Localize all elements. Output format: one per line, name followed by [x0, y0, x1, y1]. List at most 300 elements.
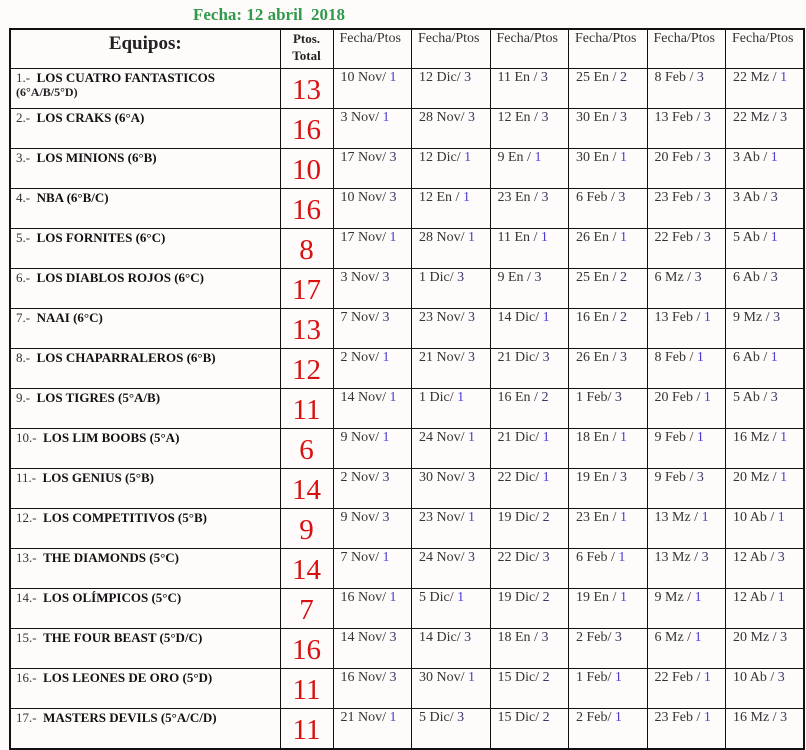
match-points: 3 — [777, 670, 785, 685]
match-date: 8 Feb / — [654, 70, 694, 85]
team-number: 10.- — [16, 430, 37, 445]
match-points: 1 — [619, 150, 627, 165]
match-date: 5 Ab / — [733, 390, 768, 405]
match-points: 1 — [614, 710, 622, 725]
team-name: LOS MINIONS (6°B) — [36, 150, 157, 165]
match-cell — [647, 189, 726, 229]
match-header: Fecha/Ptos — [412, 29, 491, 69]
match-cell — [490, 589, 569, 629]
match-points: 3 — [382, 310, 390, 325]
match-date: 22 Mz / — [733, 70, 777, 85]
match-cell — [490, 429, 569, 469]
team-name-cell — [10, 629, 280, 669]
match-date: 18 En / — [497, 630, 538, 645]
match-cell — [412, 269, 491, 309]
total-points: 13 — [280, 69, 333, 109]
match-points: 3 — [541, 630, 549, 645]
match-points: 3 — [382, 510, 390, 525]
match-points: 1 — [696, 350, 704, 365]
match-date: 11 En / — [497, 70, 538, 85]
team-name-cell — [10, 149, 280, 189]
match-date: 9 En / — [497, 150, 531, 165]
match-points: 3 — [382, 470, 390, 485]
match-cell — [333, 669, 412, 709]
team-number: 17.- — [16, 710, 37, 725]
match-cell — [490, 229, 569, 269]
team-name-cell — [10, 669, 280, 709]
match-date: 11 En / — [497, 230, 538, 245]
match-points: 1 — [382, 430, 390, 445]
match-points: 2 — [542, 510, 550, 525]
match-points: 1 — [777, 510, 785, 525]
match-points: 1 — [468, 670, 475, 685]
match-points: 3 — [468, 110, 475, 125]
match-date: 30 En / — [576, 110, 617, 125]
match-points: 3 — [389, 670, 397, 685]
match-cell — [333, 309, 412, 349]
match-cell — [647, 109, 726, 149]
match-date: 8 Feb / — [654, 350, 694, 365]
match-points: 3 — [703, 150, 711, 165]
match-cell — [490, 709, 569, 750]
match-points: 3 — [619, 470, 627, 485]
match-cell — [726, 269, 805, 309]
match-cell — [569, 269, 648, 309]
match-points: 1 — [540, 230, 548, 245]
match-date: 23 En / — [576, 510, 617, 525]
match-points: 1 — [468, 230, 475, 245]
match-cell — [726, 309, 805, 349]
table-row — [10, 149, 804, 189]
team-number: 7.- — [16, 310, 31, 325]
teams-header: Equipos: — [10, 29, 280, 69]
match-date: 9 Feb / — [654, 470, 694, 485]
match-points: 1 — [777, 590, 785, 605]
match-cell — [412, 549, 491, 589]
match-date: 10 Ab / — [733, 510, 775, 525]
match-points: 2 — [619, 70, 627, 85]
match-date: 30 Nov/ — [419, 670, 465, 685]
match-cell — [647, 669, 726, 709]
match-date: 12 Ab / — [733, 590, 775, 605]
table-row — [10, 589, 804, 629]
match-date: 28 Nov/ — [419, 110, 465, 125]
match-points: 1 — [382, 550, 390, 565]
match-date: 14 Nov/ — [340, 390, 386, 405]
match-cell — [569, 309, 648, 349]
match-cell — [333, 549, 412, 589]
match-points: 1 — [464, 150, 472, 165]
match-date: 21 Dic/ — [497, 430, 540, 445]
match-points: 1 — [457, 590, 465, 605]
match-date: 2 Nov/ — [340, 470, 379, 485]
match-points: 1 — [694, 590, 702, 605]
team-number: 9.- — [16, 390, 31, 405]
match-points: 1 — [703, 710, 711, 725]
match-cell — [726, 669, 805, 709]
match-date: 10 Nov/ — [340, 190, 386, 205]
match-date: 14 Nov/ — [340, 630, 386, 645]
match-points: 1 — [770, 350, 778, 365]
match-points: 1 — [389, 230, 397, 245]
total-points: 9 — [280, 509, 333, 549]
match-cell — [726, 709, 805, 750]
match-points: 3 — [389, 190, 397, 205]
total-points-header-line1: Ptos. — [292, 31, 321, 46]
match-cell — [333, 149, 412, 189]
match-points: 3 — [534, 270, 542, 285]
match-cell — [412, 109, 491, 149]
match-date: 1 Dic/ — [419, 270, 454, 285]
match-points: 3 — [780, 110, 788, 125]
match-points: 3 — [773, 310, 781, 325]
match-cell — [412, 229, 491, 269]
match-date: 3 Nov/ — [340, 110, 379, 125]
match-points: 1 — [534, 150, 542, 165]
match-date: 28 Nov/ — [419, 230, 465, 245]
match-cell — [569, 589, 648, 629]
match-cell — [412, 469, 491, 509]
match-points: 2 — [542, 710, 550, 725]
match-cell — [490, 549, 569, 589]
match-header: Fecha/Ptos — [490, 29, 569, 69]
match-cell — [333, 189, 412, 229]
match-points: 3 — [696, 470, 704, 485]
match-date: 9 Feb / — [654, 430, 694, 445]
match-points: 3 — [389, 630, 397, 645]
total-points: 16 — [280, 109, 333, 149]
table-row — [10, 349, 804, 389]
match-cell — [647, 429, 726, 469]
match-cell — [333, 389, 412, 429]
match-date: 20 Mz / — [733, 630, 777, 645]
match-date: 21 Dic/ — [497, 350, 540, 365]
match-points: 2 — [541, 390, 549, 405]
team-name-cell — [10, 429, 280, 469]
match-cell — [647, 389, 726, 429]
match-points: 1 — [619, 230, 627, 245]
match-date: 5 Dic/ — [419, 590, 454, 605]
match-points: 3 — [468, 470, 475, 485]
match-cell — [333, 429, 412, 469]
table-row — [10, 309, 804, 349]
match-cell — [647, 149, 726, 189]
table-row — [10, 269, 804, 309]
team-name-cell — [10, 349, 280, 389]
match-points: 3 — [701, 550, 709, 565]
match-date: 22 Feb / — [654, 230, 701, 245]
match-date: 13 Mz / — [654, 550, 699, 565]
team-name-cell — [10, 509, 280, 549]
match-points: 1 — [618, 550, 626, 565]
match-cell — [647, 309, 726, 349]
match-date: 19 Dic/ — [497, 510, 540, 525]
match-cell — [726, 549, 805, 589]
match-date: 7 Nov/ — [340, 550, 379, 565]
match-cell — [490, 269, 569, 309]
match-date: 7 Nov/ — [340, 310, 379, 325]
match-cell — [490, 309, 569, 349]
match-date: 5 Ab / — [733, 230, 768, 245]
total-points: 12 — [280, 349, 333, 389]
match-date: 12 En / — [497, 110, 538, 125]
match-date: 25 En / — [576, 70, 617, 85]
match-date: 21 Nov/ — [419, 350, 465, 365]
match-cell — [647, 589, 726, 629]
match-cell — [412, 629, 491, 669]
team-number: 4.- — [16, 190, 31, 205]
table-row — [10, 229, 804, 269]
table-row — [10, 549, 804, 589]
team-name-cell — [10, 709, 280, 750]
match-cell — [333, 69, 412, 109]
match-date: 12 En / — [419, 190, 460, 205]
match-cell — [333, 589, 412, 629]
team-number: 12.- — [16, 510, 37, 525]
match-points: 1 — [619, 590, 627, 605]
match-cell — [412, 349, 491, 389]
match-date: 12 Dic/ — [419, 150, 461, 165]
match-header: Fecha/Ptos — [569, 29, 648, 69]
match-cell — [726, 69, 805, 109]
match-points: 3 — [542, 350, 550, 365]
match-date: 22 Dic/ — [497, 470, 540, 485]
match-date: 10 Nov/ — [340, 70, 386, 85]
match-cell — [647, 229, 726, 269]
match-date: 16 Mz / — [733, 430, 777, 445]
match-cell — [569, 109, 648, 149]
match-date: 6 Feb / — [576, 190, 615, 205]
team-name-cell — [10, 69, 280, 109]
match-date: 19 En / — [576, 590, 617, 605]
team-name: THE FOUR BEAST (5°D/C) — [43, 630, 203, 645]
match-date: 22 Mz / — [733, 110, 777, 125]
match-points: 1 — [542, 310, 550, 325]
match-points: 3 — [542, 550, 550, 565]
team-name: THE DIAMONDS (5°C) — [43, 550, 180, 565]
match-cell — [490, 389, 569, 429]
match-cell — [726, 469, 805, 509]
team-name-cell — [10, 589, 280, 629]
match-points: 3 — [770, 270, 778, 285]
team-number: 3.- — [16, 150, 31, 165]
team-name: LOS CRAKS (6°A) — [36, 110, 145, 125]
match-points: 3 — [464, 70, 472, 85]
match-cell — [726, 349, 805, 389]
match-date: 16 Nov/ — [340, 670, 386, 685]
match-date: 22 Feb / — [654, 670, 701, 685]
table-row — [10, 469, 804, 509]
match-date: 2 Feb/ — [576, 630, 612, 645]
match-header: Fecha/Ptos — [333, 29, 412, 69]
match-date: 15 Dic/ — [497, 670, 540, 685]
match-cell — [412, 429, 491, 469]
match-points: 1 — [614, 670, 622, 685]
total-points: 14 — [280, 469, 333, 509]
match-points: 1 — [457, 390, 465, 405]
match-date: 16 Mz / — [733, 710, 777, 725]
match-date: 3 Ab / — [733, 150, 768, 165]
match-points: 1 — [389, 70, 397, 85]
team-number: 15.- — [16, 630, 37, 645]
team-name-cell — [10, 189, 280, 229]
header-row — [10, 29, 804, 69]
match-cell — [333, 629, 412, 669]
match-points: 2 — [542, 590, 550, 605]
match-cell — [412, 69, 491, 109]
match-date: 2 Feb/ — [576, 710, 612, 725]
match-points: 1 — [382, 350, 390, 365]
match-points: 1 — [619, 430, 627, 445]
team-name: LOS LIM BOOBS (5°A) — [43, 430, 180, 445]
match-points: 3 — [619, 350, 627, 365]
match-points: 3 — [703, 110, 711, 125]
match-date: 26 En / — [576, 350, 617, 365]
match-points: 3 — [541, 190, 549, 205]
match-date: 6 Ab / — [733, 270, 768, 285]
match-cell — [647, 509, 726, 549]
match-cell — [490, 349, 569, 389]
team-name: NAAI (6°C) — [36, 310, 103, 325]
team-number: 5.- — [16, 230, 31, 245]
match-date: 14 Dic/ — [497, 310, 540, 325]
match-points: 3 — [614, 630, 622, 645]
table-row — [10, 429, 804, 469]
total-points: 7 — [280, 589, 333, 629]
report-date-title: Fecha: 12 abril 2018 — [193, 5, 346, 24]
match-date: 9 Nov/ — [340, 510, 379, 525]
team-name-cell — [10, 109, 280, 149]
match-cell — [569, 469, 648, 509]
match-date: 6 Mz / — [654, 630, 692, 645]
match-points: 2 — [542, 670, 550, 685]
match-cell — [490, 629, 569, 669]
team-name: LOS CHAPARRALEROS (6°B) — [36, 350, 216, 365]
team-name-cell — [10, 269, 280, 309]
team-number: 1.- — [16, 70, 31, 85]
match-cell — [333, 349, 412, 389]
match-points: 3 — [696, 70, 704, 85]
team-number: 6.- — [16, 270, 31, 285]
match-points: 3 — [614, 390, 622, 405]
match-date: 2 Nov/ — [340, 350, 379, 365]
team-number: 11.- — [16, 470, 37, 485]
match-cell — [569, 149, 648, 189]
match-cell — [726, 429, 805, 469]
match-cell — [412, 589, 491, 629]
team-number: 2.- — [16, 110, 31, 125]
total-points: 11 — [280, 669, 333, 709]
total-points: 17 — [280, 269, 333, 309]
team-name: LOS OLÍMPICOS (5°C) — [43, 590, 182, 605]
match-date: 3 Nov/ — [340, 270, 379, 285]
match-cell — [647, 69, 726, 109]
match-points: 3 — [457, 710, 465, 725]
match-header: Fecha/Ptos — [726, 29, 805, 69]
match-cell — [647, 349, 726, 389]
team-name: LOS TIGRES (5°A/B) — [36, 390, 161, 405]
team-name: LOS GENIUS (5°B) — [42, 470, 154, 485]
match-cell — [726, 629, 805, 669]
match-cell — [569, 229, 648, 269]
match-points: 1 — [462, 190, 470, 205]
match-date: 16 En / — [497, 390, 538, 405]
table-row — [10, 709, 804, 750]
total-points: 16 — [280, 629, 333, 669]
match-cell — [569, 69, 648, 109]
match-date: 22 Dic/ — [497, 550, 540, 565]
table-row — [10, 69, 804, 109]
match-cell — [647, 469, 726, 509]
match-header: Fecha/Ptos — [647, 29, 726, 69]
match-points: 1 — [468, 510, 475, 525]
match-cell — [569, 669, 648, 709]
match-points: 3 — [468, 350, 475, 365]
match-points: 3 — [464, 630, 472, 645]
match-points: 3 — [540, 70, 548, 85]
match-date: 9 Mz / — [654, 590, 692, 605]
match-date: 6 Ab / — [733, 350, 768, 365]
match-cell — [490, 149, 569, 189]
match-cell — [569, 429, 648, 469]
match-date: 24 Nov/ — [419, 550, 465, 565]
match-cell — [412, 189, 491, 229]
match-points: 1 — [770, 150, 778, 165]
team-name: LOS COMPETITIVOS (5°B) — [43, 510, 207, 525]
match-date: 16 Nov/ — [340, 590, 386, 605]
match-cell — [333, 709, 412, 750]
match-date: 21 Nov/ — [340, 710, 386, 725]
total-points: 8 — [280, 229, 333, 269]
match-points: 1 — [770, 230, 778, 245]
match-cell — [569, 189, 648, 229]
total-points: 14 — [280, 549, 333, 589]
match-cell — [412, 309, 491, 349]
match-points: 3 — [770, 390, 778, 405]
match-points: 1 — [619, 510, 627, 525]
match-date: 18 En / — [576, 430, 617, 445]
team-groups: (6°A/B/5°D) — [16, 85, 78, 99]
match-cell — [490, 189, 569, 229]
match-date: 6 Feb / — [576, 550, 615, 565]
team-name-cell — [10, 309, 280, 349]
match-points: 3 — [703, 190, 711, 205]
match-date: 9 Mz / — [733, 310, 770, 325]
table-row — [10, 189, 804, 229]
match-points: 1 — [780, 70, 788, 85]
match-points: 1 — [694, 630, 702, 645]
match-points: 3 — [541, 110, 549, 125]
match-points: 1 — [696, 430, 704, 445]
match-cell — [726, 509, 805, 549]
match-date: 26 En / — [576, 230, 617, 245]
match-cell — [647, 629, 726, 669]
match-date: 10 Ab / — [733, 670, 775, 685]
match-cell — [647, 709, 726, 750]
match-cell — [490, 509, 569, 549]
match-date: 6 Mz / — [654, 270, 692, 285]
team-name: NBA (6°B/C) — [36, 190, 109, 205]
match-cell — [490, 69, 569, 109]
team-name: LOS LEONES DE ORO (5°D) — [43, 670, 213, 685]
match-points: 3 — [694, 270, 702, 285]
match-points: 1 — [468, 430, 475, 445]
team-name-cell — [10, 549, 280, 589]
total-points: 16 — [280, 189, 333, 229]
team-number: 8.- — [16, 350, 31, 365]
match-date: 20 Feb / — [654, 150, 701, 165]
match-cell — [569, 349, 648, 389]
